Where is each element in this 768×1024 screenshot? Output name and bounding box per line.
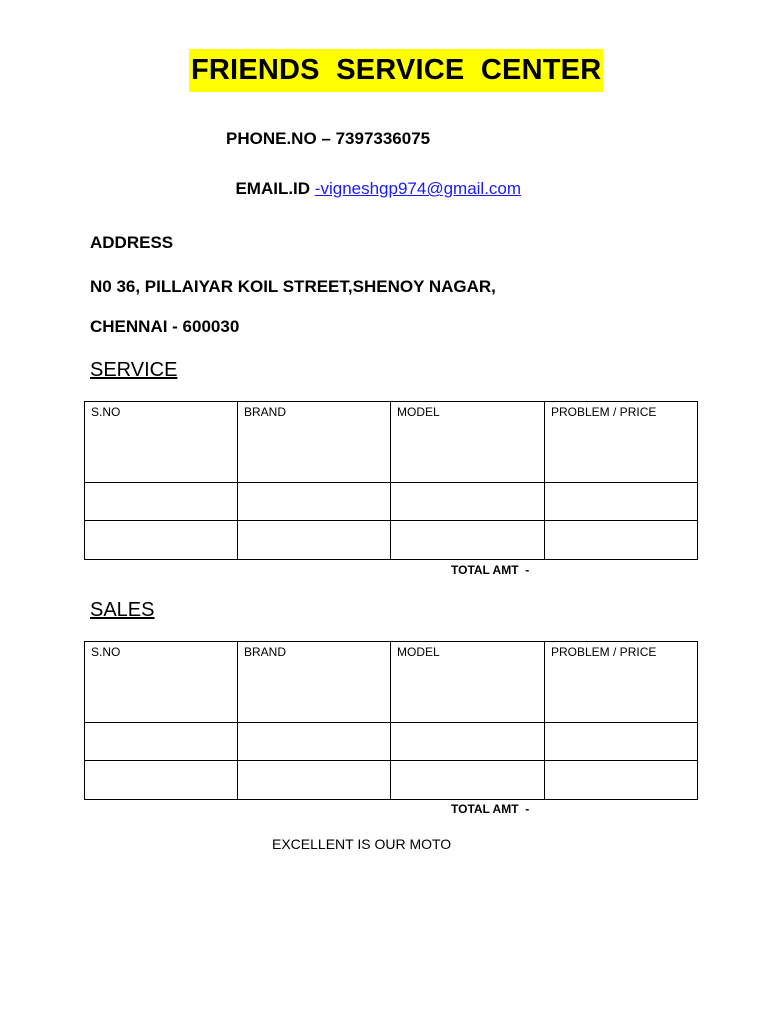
table-cell — [545, 521, 698, 560]
footer-motto: EXCELLENT IS OUR MOTO — [272, 836, 452, 852]
service-heading: SERVICE — [90, 359, 178, 381]
page-title: FRIENDS SERVICE CENTER — [189, 49, 603, 92]
address-heading: ADDRESS — [90, 233, 174, 252]
address-line-2: CHENNAI - 600030 — [90, 317, 240, 336]
table-header-row — [85, 642, 698, 723]
column-header-sno: S.NO — [85, 642, 238, 723]
table-cell — [545, 723, 698, 761]
table-cell — [238, 723, 391, 761]
column-header-brand: BRAND — [238, 402, 391, 483]
email-label: EMAIL.ID — [235, 179, 315, 198]
column-header-brand: BRAND — [238, 642, 391, 723]
table-row — [85, 723, 698, 761]
column-header-problem-price: PROBLEM / PRICE — [545, 642, 698, 723]
column-header-model: MODEL — [391, 642, 545, 723]
column-header-model: MODEL — [391, 402, 545, 483]
sales-total-label: TOTAL AMT - — [451, 802, 530, 816]
table-cell — [85, 761, 238, 800]
table-row — [85, 521, 698, 560]
table-cell — [238, 761, 391, 800]
address-line-1: N0 36, PILLAIYAR KOIL STREET,SHENOY NAGAR, — [90, 277, 496, 296]
table-row — [85, 483, 698, 521]
table-cell — [238, 483, 391, 521]
email-line — [226, 159, 521, 199]
table-row — [85, 761, 698, 800]
table-cell — [545, 483, 698, 521]
table-cell — [391, 483, 545, 521]
column-header-sno: S.NO — [85, 402, 238, 483]
column-header-problem-price: PROBLEM / PRICE — [545, 402, 698, 483]
table-cell — [391, 521, 545, 560]
table-header-row — [85, 402, 698, 483]
table-cell — [391, 761, 545, 800]
email-link[interactable]: -vigneshgp974@gmail.com — [314, 179, 522, 198]
sales-table — [84, 641, 698, 800]
sales-heading: SALES — [90, 599, 155, 621]
service-total-label: TOTAL AMT - — [451, 563, 530, 577]
table-cell — [85, 723, 238, 761]
service-table — [84, 401, 698, 560]
table-cell — [238, 521, 391, 560]
table-cell — [391, 723, 545, 761]
table-cell — [85, 483, 238, 521]
phone-number: PHONE.NO – 7397336075 — [226, 129, 431, 148]
table-cell — [545, 761, 698, 800]
table-cell — [85, 521, 238, 560]
